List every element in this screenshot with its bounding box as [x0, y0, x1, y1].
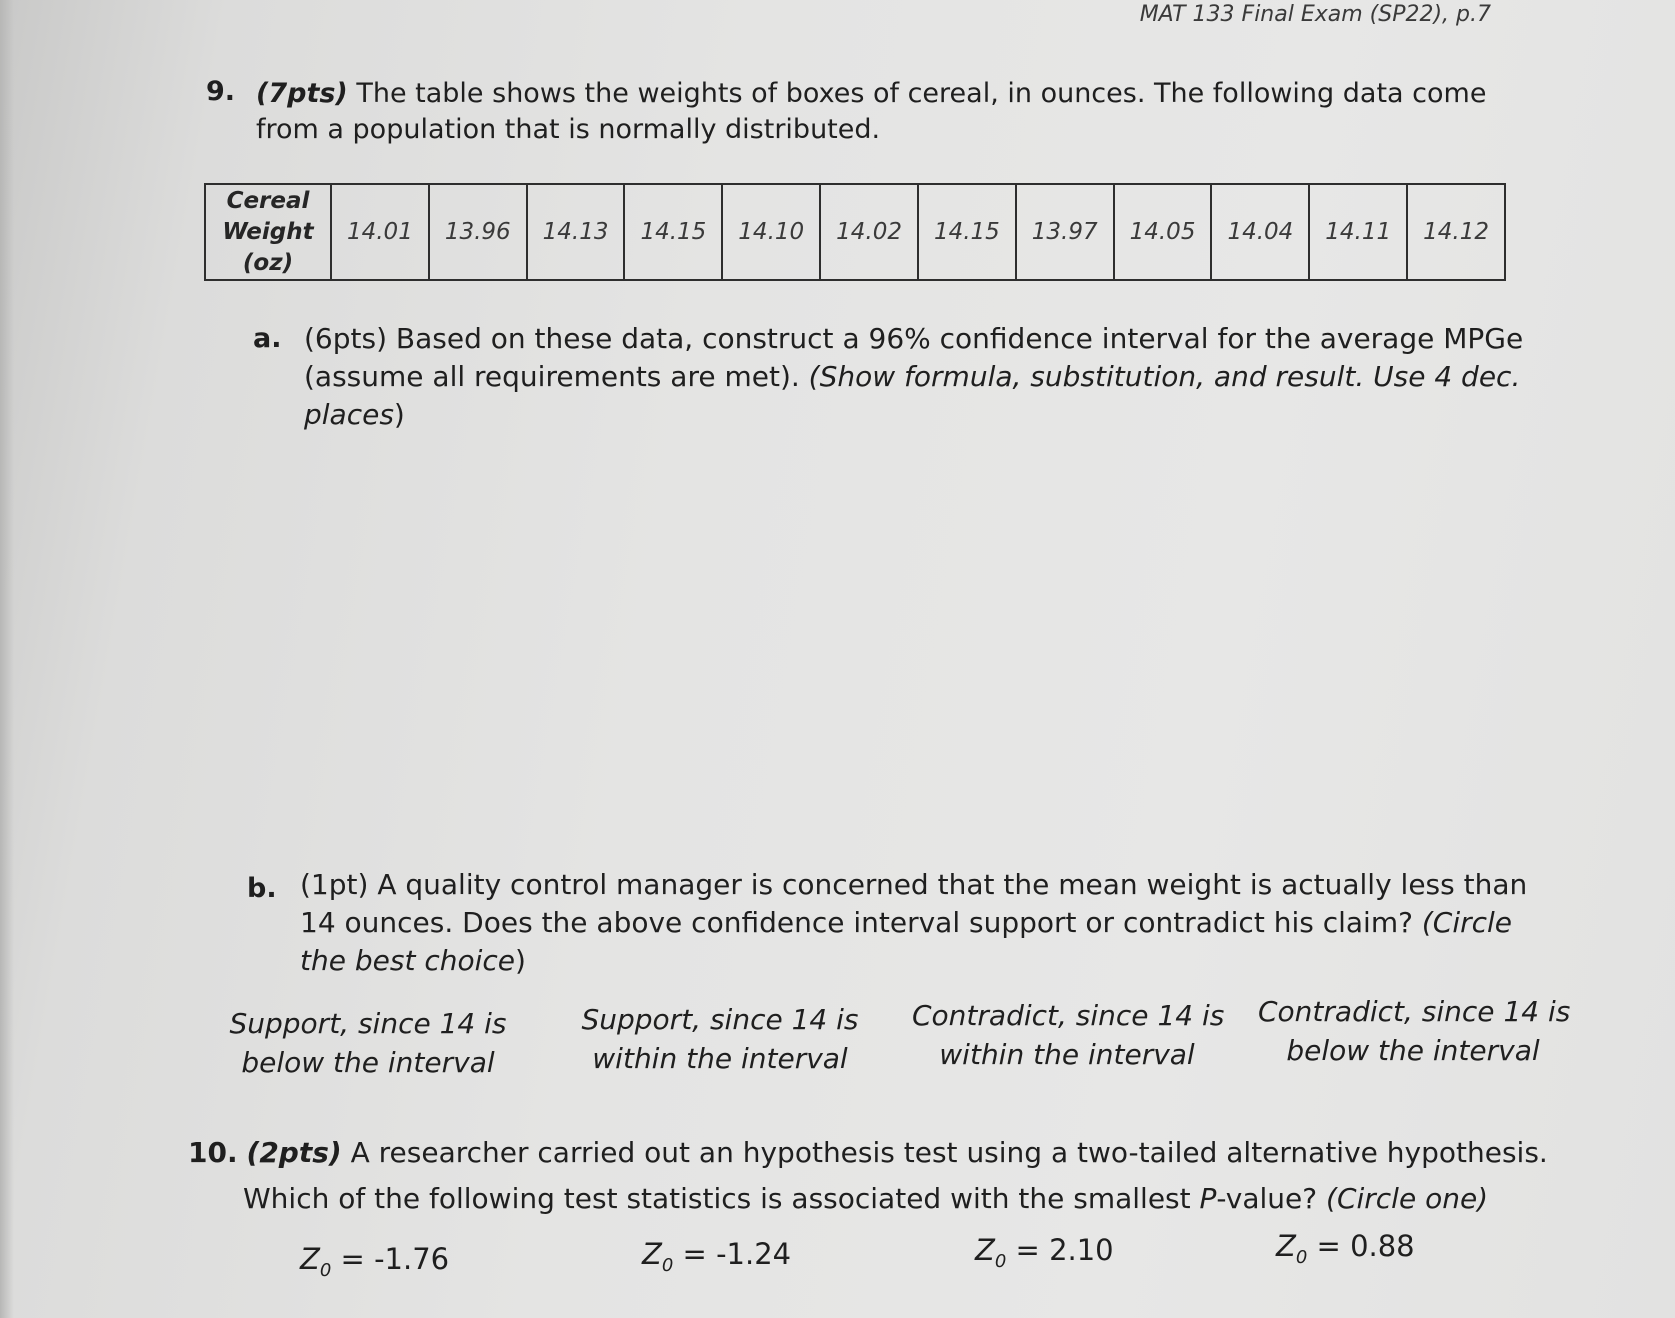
part-a-line-3: places): [304, 398, 405, 431]
choice-contradict-below[interactable]: Contradict, since 14 is below the interval: [1258, 995, 1571, 1067]
table-cell: 14.02: [820, 184, 918, 280]
question-10-number: 10.: [188, 1136, 238, 1169]
choice-support-below[interactable]: Support, since 14 is below the interval: [229, 1007, 507, 1079]
part-b-line-3: the best choice): [300, 944, 526, 977]
table-cell: 14.15: [624, 184, 722, 280]
question-9-number: 9.: [206, 76, 236, 107]
question-9-text: [256, 76, 1486, 148]
question-9-line-1: (7pts) The table shows the weights of boxes of cereal, in ounces. The following data come: [256, 78, 1487, 109]
choice-contradict-within[interactable]: Contradict, since 14 is within the interval: [912, 999, 1225, 1071]
part-b-text: [300, 866, 1527, 980]
part-b-label: b.: [247, 873, 277, 904]
table-cell: 14.05: [1114, 184, 1212, 280]
part-a-text: [304, 320, 1523, 434]
table-cell: 14.11: [1309, 184, 1407, 280]
z-option-3[interactable]: $Z_0 = 2.10$: [975, 1233, 1114, 1272]
page-edge-shadow: [0, 0, 14, 1318]
table-cell: 14.13: [527, 184, 625, 280]
table-cell: 14.15: [918, 184, 1016, 280]
table-cell: 14.12: [1407, 184, 1505, 280]
page-header: MAT 133 Final Exam (SP22), p.7: [1139, 2, 1491, 27]
question-10-text: [188, 1130, 1548, 1222]
table-cell: 13.96: [429, 184, 527, 280]
table-header-cell: Cereal Weight (oz): [205, 184, 331, 280]
table-cell: 14.04: [1211, 184, 1309, 280]
part-a-line-1: (6pts) Based on these data, construct a 96% confidence interval for the average MPGe: [304, 322, 1524, 355]
part-b-line-1: (1pt) A quality control manager is concerned that the mean weight is actually less than: [300, 868, 1528, 901]
part-b-line-2: 14 ounces. Does the above confidence interval support or contradict his claim? (Circle: [300, 906, 1513, 939]
z-option-4[interactable]: $Z_0 = 0.88$: [1276, 1229, 1415, 1268]
z-option-1[interactable]: $Z_0 = -1.76$: [300, 1242, 450, 1281]
z-option-2[interactable]: $Z_0 = -1.24$: [642, 1237, 792, 1276]
part-a-line-2: (assume all requirements are met). (Show formula, substitution, and result. Use 4 dec.: [304, 360, 1521, 393]
table-cell: 14.10: [722, 184, 820, 280]
question-10-points: (2pts): [246, 1136, 342, 1169]
table-row: [205, 184, 1505, 280]
part-a-label: a.: [253, 323, 282, 354]
question-9-points: (7pts): [256, 78, 348, 109]
table-cell: 13.97: [1016, 184, 1114, 280]
choice-support-within[interactable]: Support, since 14 is within the interval: [581, 1003, 859, 1075]
question-10-line-2: Which of the following test statistics is associated with the smallest P-value? (Circle one): [243, 1182, 1489, 1215]
question-10-line-1: 10. (2pts) A researcher carried out an hypothesis test using a two-tailed alternative hypothesis.: [188, 1136, 1548, 1169]
cereal-weight-table: [204, 183, 1506, 281]
table-cell: 14.01: [331, 184, 429, 280]
question-9-line-2: from a population that is normally distributed.: [256, 114, 881, 145]
